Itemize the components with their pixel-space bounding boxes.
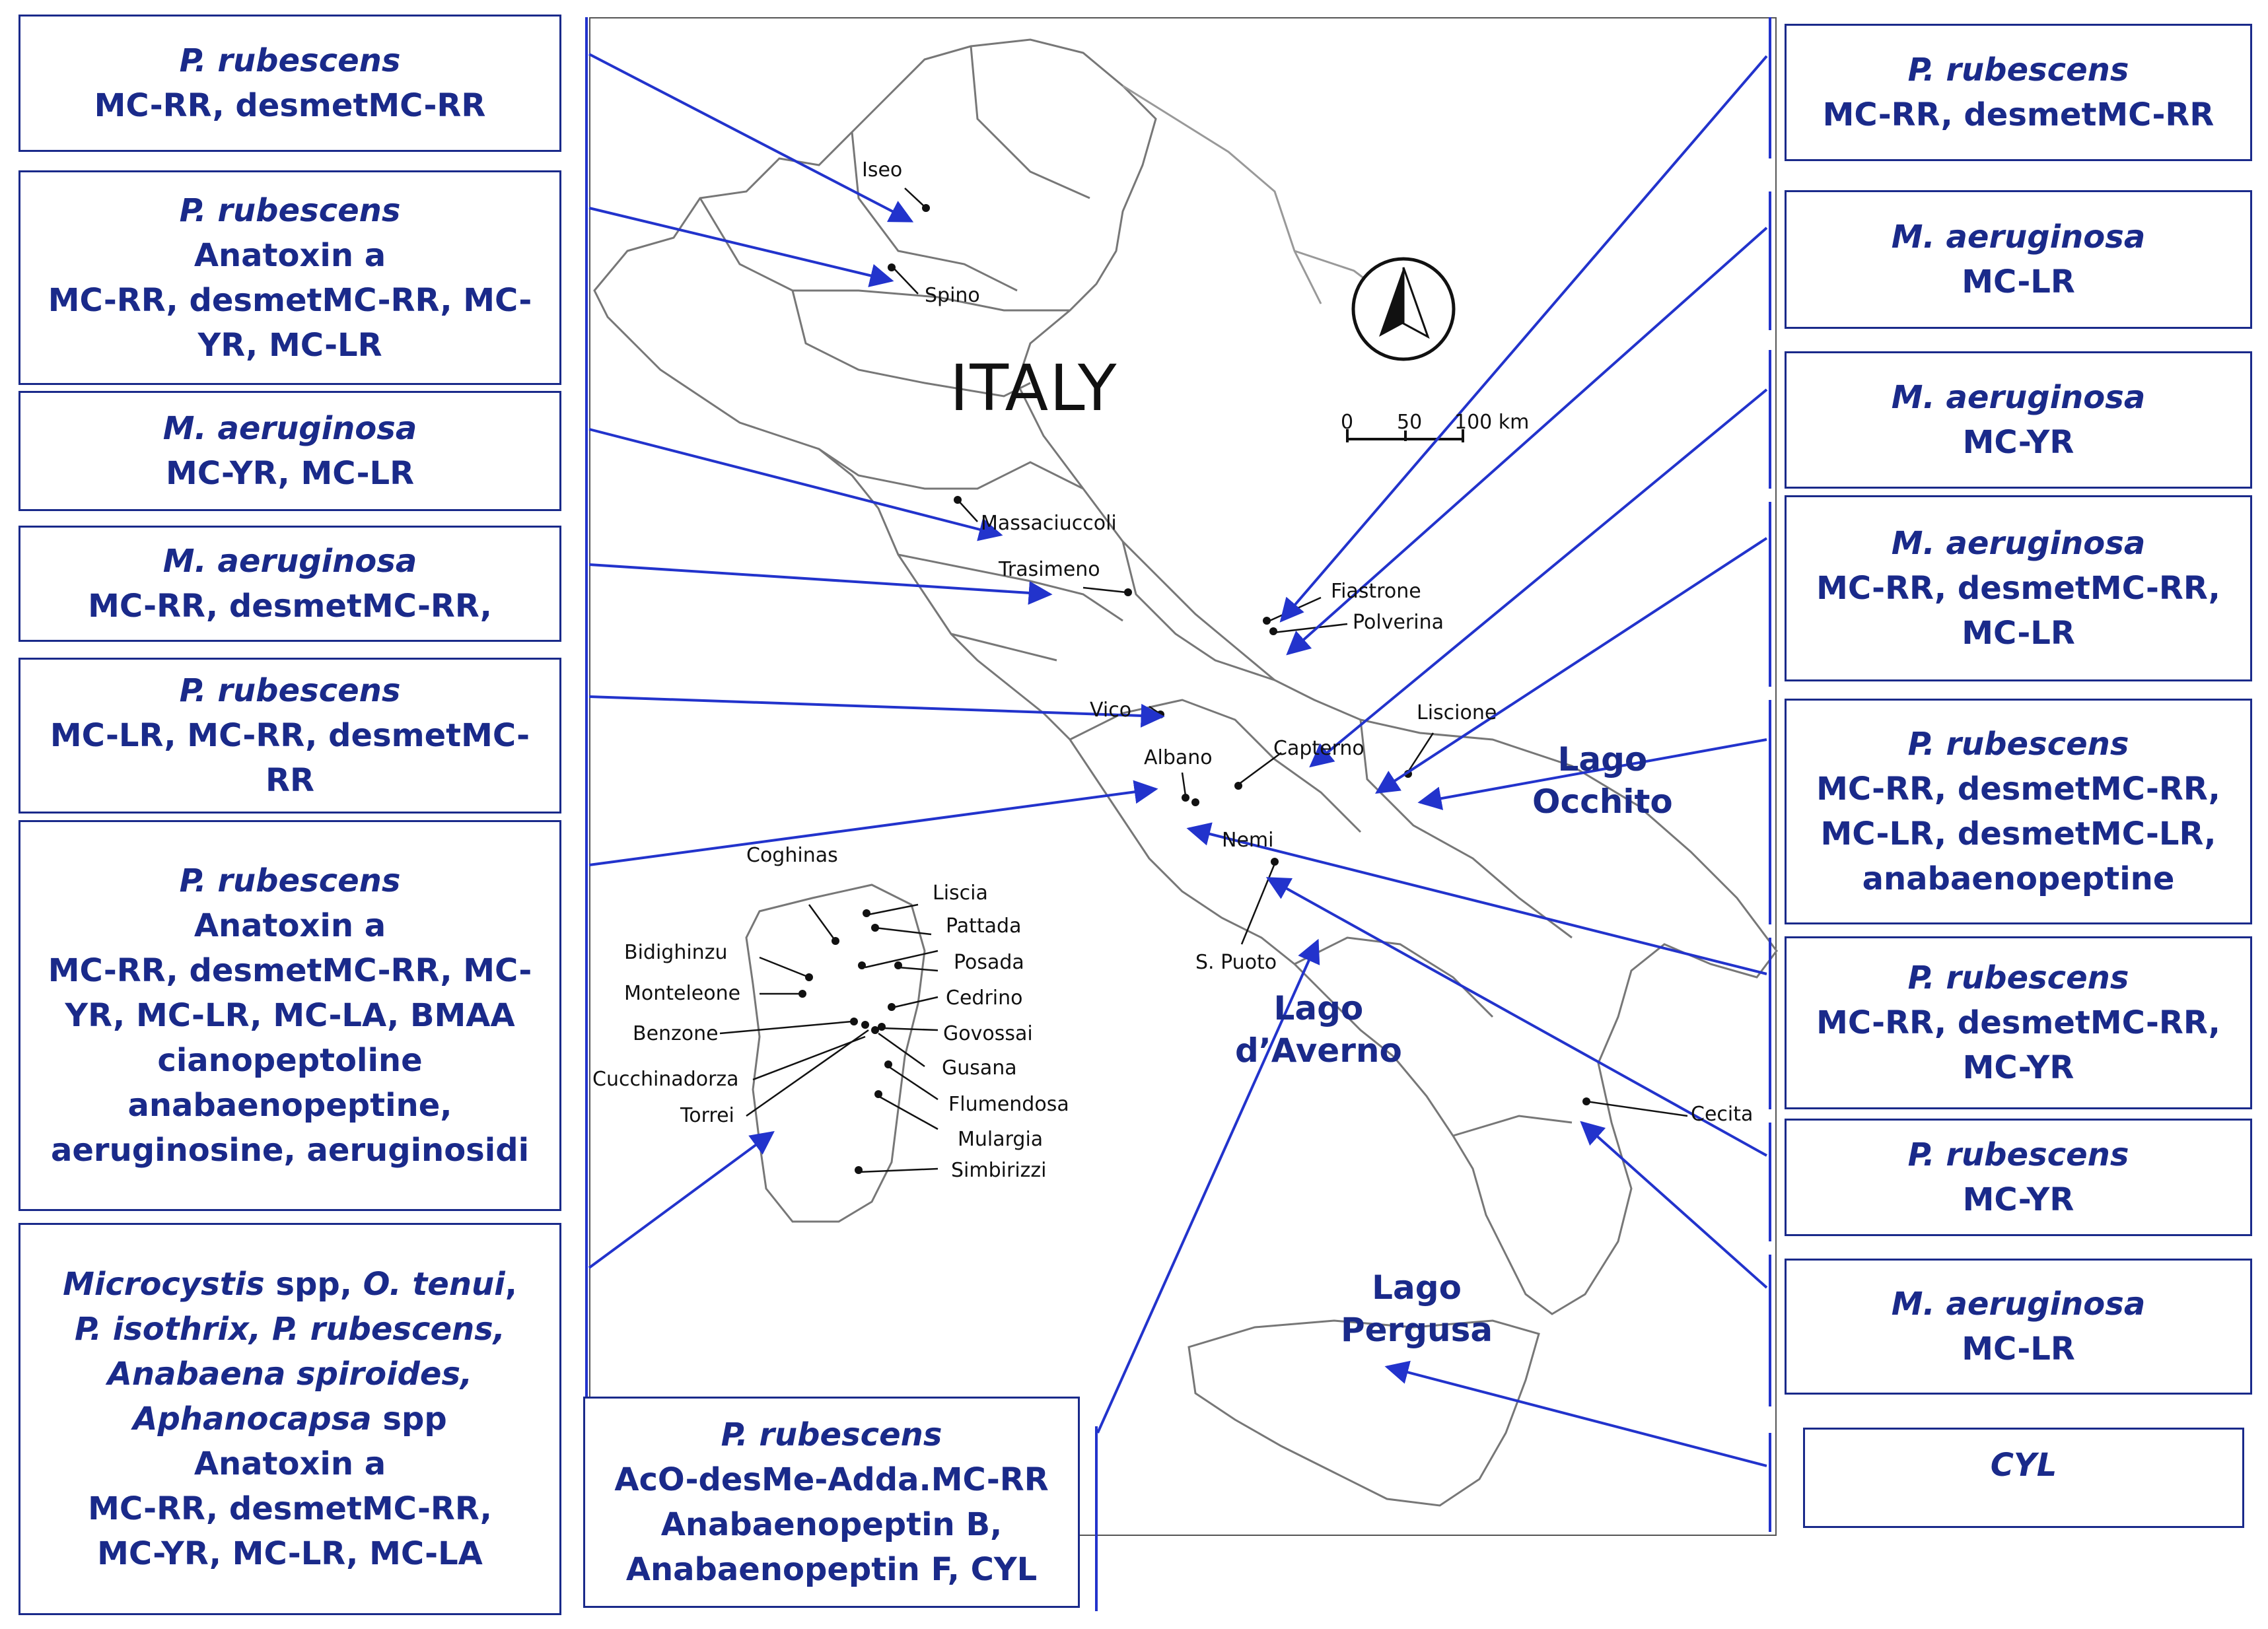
toxin-line: MC-LR (1962, 263, 2075, 300)
place-pattada: Pattada (946, 915, 1022, 938)
left-box-5 (18, 658, 561, 814)
place-posada: Posada (954, 951, 1024, 974)
toxin-line: Anatoxin a (194, 1445, 386, 1482)
place-torrei: Torrei (680, 1104, 734, 1127)
place-capterno: Capterno (1273, 737, 1364, 760)
species-line-2: P. isothrix, P. rubescens, (75, 1311, 505, 1348)
toxin-line: RR (266, 762, 314, 799)
species-label: M. aeruginosa (1891, 219, 2146, 256)
place-massaciuccoli: Massaciuccoli (981, 512, 1117, 535)
place-gusana: Gusana (942, 1057, 1017, 1080)
place-liscia: Liscia (933, 882, 988, 905)
toxin-line: YR, MC-LR (197, 326, 382, 364)
place-liscione: Liscione (1417, 701, 1497, 724)
species-label: CYL (1990, 1447, 2057, 1484)
right-box-1 (1785, 24, 2252, 161)
place-govossai: Govossai (943, 1022, 1033, 1045)
lake-occhito-line1: Lago (1557, 740, 1648, 779)
toxin-line: Anabaenopeptin F, CYL (625, 1551, 1038, 1588)
bottom-box (583, 1397, 1080, 1608)
right-box-3 (1785, 351, 2252, 489)
left-box-4 (18, 526, 561, 642)
species-comma: , (505, 1266, 517, 1303)
species-aphanocapsa-spp: spp (371, 1401, 447, 1438)
toxin-line: MC-YR (1962, 1049, 2074, 1086)
place-s-puoto: S. Puoto (1195, 951, 1277, 974)
lake-occhito-line2: Occhito (1532, 782, 1673, 821)
right-box-4 (1785, 495, 2252, 681)
species-line-1 (63, 1262, 517, 1307)
toxin-line: MC-YR, MC-LR, MC-LA (97, 1535, 483, 1572)
place-simbirizzi: Simbirizzi (951, 1159, 1047, 1182)
left-box-6 (18, 820, 561, 1211)
place-cedrino: Cedrino (946, 987, 1023, 1010)
place-mulargia: Mulargia (958, 1128, 1044, 1151)
toxin-line: MC-LR (1962, 1331, 2075, 1368)
place-cecita: Cecita (1691, 1103, 1754, 1126)
lake-pergusa-line2: Pergusa (1341, 1311, 1493, 1349)
place-nemi: Nemi (1222, 829, 1274, 852)
toxin-line: MC-YR (1962, 1181, 2074, 1218)
lake-averno (1235, 987, 1402, 1072)
species-otenui: O. tenui (363, 1266, 505, 1303)
place-monteleone: Monteleone (624, 982, 741, 1005)
right-box-8 (1785, 1259, 2252, 1395)
species-label: P. rubescens (179, 672, 401, 709)
toxin-line: MC-RR, desmetMC-RR (94, 87, 486, 124)
toxin-line: MC-YR, MC-LR (165, 455, 415, 492)
right-box-5 (1785, 699, 2252, 924)
species-label: M. aeruginosa (1891, 525, 2146, 562)
species-label: M. aeruginosa (162, 410, 417, 447)
lake-pergusa (1341, 1266, 1493, 1351)
species-label: M. aeruginosa (1891, 1286, 2146, 1323)
toxin-line: aeruginosine, aeruginosidi (50, 1132, 530, 1169)
toxin-line: Anatoxin a (194, 907, 386, 944)
north-arrow-icon (1353, 259, 1454, 359)
left-box-3 (18, 391, 561, 511)
species-label: P. rubescens (1907, 726, 2129, 763)
lake-averno-line1: Lago (1273, 989, 1364, 1027)
toxin-line: MC-LR, MC-RR, desmetMC- (50, 717, 530, 754)
species-label: P. rubescens (179, 191, 401, 229)
place-iseo: Iseo (862, 158, 903, 182)
species-line-4 (133, 1397, 446, 1441)
toxin-line: MC-LR (1962, 615, 2075, 652)
scale-mid: 50 (1397, 411, 1423, 434)
toxin-line: YR, MC-LR, MC-LA, BMAA (65, 997, 515, 1034)
italy-outline (594, 40, 1777, 1314)
toxin-line: Anatoxin a (194, 236, 386, 274)
place-coghinas: Coghinas (746, 844, 838, 867)
toxin-line: MC-RR, desmetMC-RR, (1816, 771, 2220, 808)
toxin-line: MC-RR, desmetMC-RR, (88, 588, 492, 625)
species-label: P. rubescens (179, 42, 401, 79)
toxin-line: MC-LR, desmetMC-LR, (1820, 815, 2216, 852)
right-box-7 (1785, 1119, 2252, 1236)
place-bidighinzu: Bidighinzu (624, 941, 728, 964)
toxin-line: Anabaenopeptin B, (660, 1506, 1003, 1543)
species-label: M. aeruginosa (1891, 379, 2146, 416)
lake-occhito (1532, 738, 1673, 823)
place-vico: Vico (1090, 699, 1132, 722)
species-label: P. rubescens (1907, 1136, 2129, 1173)
species-label: P. rubescens (1907, 52, 2129, 88)
species-label: P. rubescens (179, 862, 401, 899)
toxin-line: MC-RR, desmetMC-RR (1822, 96, 2215, 133)
toxin-line: anabaenopeptine (1862, 860, 2175, 897)
right-box-6 (1785, 936, 2252, 1109)
left-box-1 (18, 15, 561, 152)
place-benzone: Benzone (633, 1022, 719, 1045)
toxin-line: MC-RR, desmetMC-RR, (88, 1490, 492, 1527)
left-box-7 (18, 1223, 561, 1615)
place-trasimeno: Trasimeno (999, 558, 1100, 581)
species-label: P. rubescens (721, 1416, 942, 1453)
species-label: P. rubescens (1907, 959, 2129, 996)
toxin-line: AcO-desMe-Adda.MC-RR (614, 1461, 1049, 1498)
species-aphanocapsa: Aphanocapsa (133, 1401, 372, 1438)
species-spp: spp, (264, 1266, 363, 1303)
place-albano: Albano (1144, 746, 1213, 769)
left-box-2 (18, 170, 561, 385)
right-box-2 (1785, 190, 2252, 329)
toxin-line: MC-YR (1962, 424, 2074, 461)
toxin-line: MC-RR, desmetMC-RR, MC- (48, 952, 532, 989)
place-flumendosa: Flumendosa (948, 1093, 1069, 1116)
toxin-line: MC-RR, desmetMC-RR, MC- (48, 281, 532, 319)
species-microcystis: Microcystis (63, 1266, 265, 1303)
sardinia-leaders (720, 905, 938, 1172)
scale-end: 100 km (1454, 411, 1530, 434)
place-cucchinadorza: Cucchinadorza (592, 1068, 739, 1091)
toxin-line: anabaenopeptine, (127, 1087, 452, 1124)
toxin-line: cianopeptoline (157, 1042, 423, 1079)
lake-averno-line2: d’Averno (1235, 1031, 1402, 1070)
species-line-3: Anabaena spiroides, (107, 1356, 473, 1393)
toxin-line: MC-RR, desmetMC-RR, (1816, 1004, 2220, 1041)
toxin-line: MC-RR, desmetMC-RR, (1816, 570, 2220, 607)
place-fiastrone: Fiastrone (1331, 580, 1421, 603)
scale-zero: 0 (1341, 411, 1354, 434)
country-label: ITALY (950, 351, 1118, 425)
right-box-9 (1803, 1428, 2244, 1528)
place-polverina: Polverina (1353, 611, 1444, 634)
place-spino: Spino (925, 284, 980, 307)
lake-pergusa-line1: Lago (1372, 1268, 1462, 1307)
species-label: M. aeruginosa (162, 543, 417, 580)
